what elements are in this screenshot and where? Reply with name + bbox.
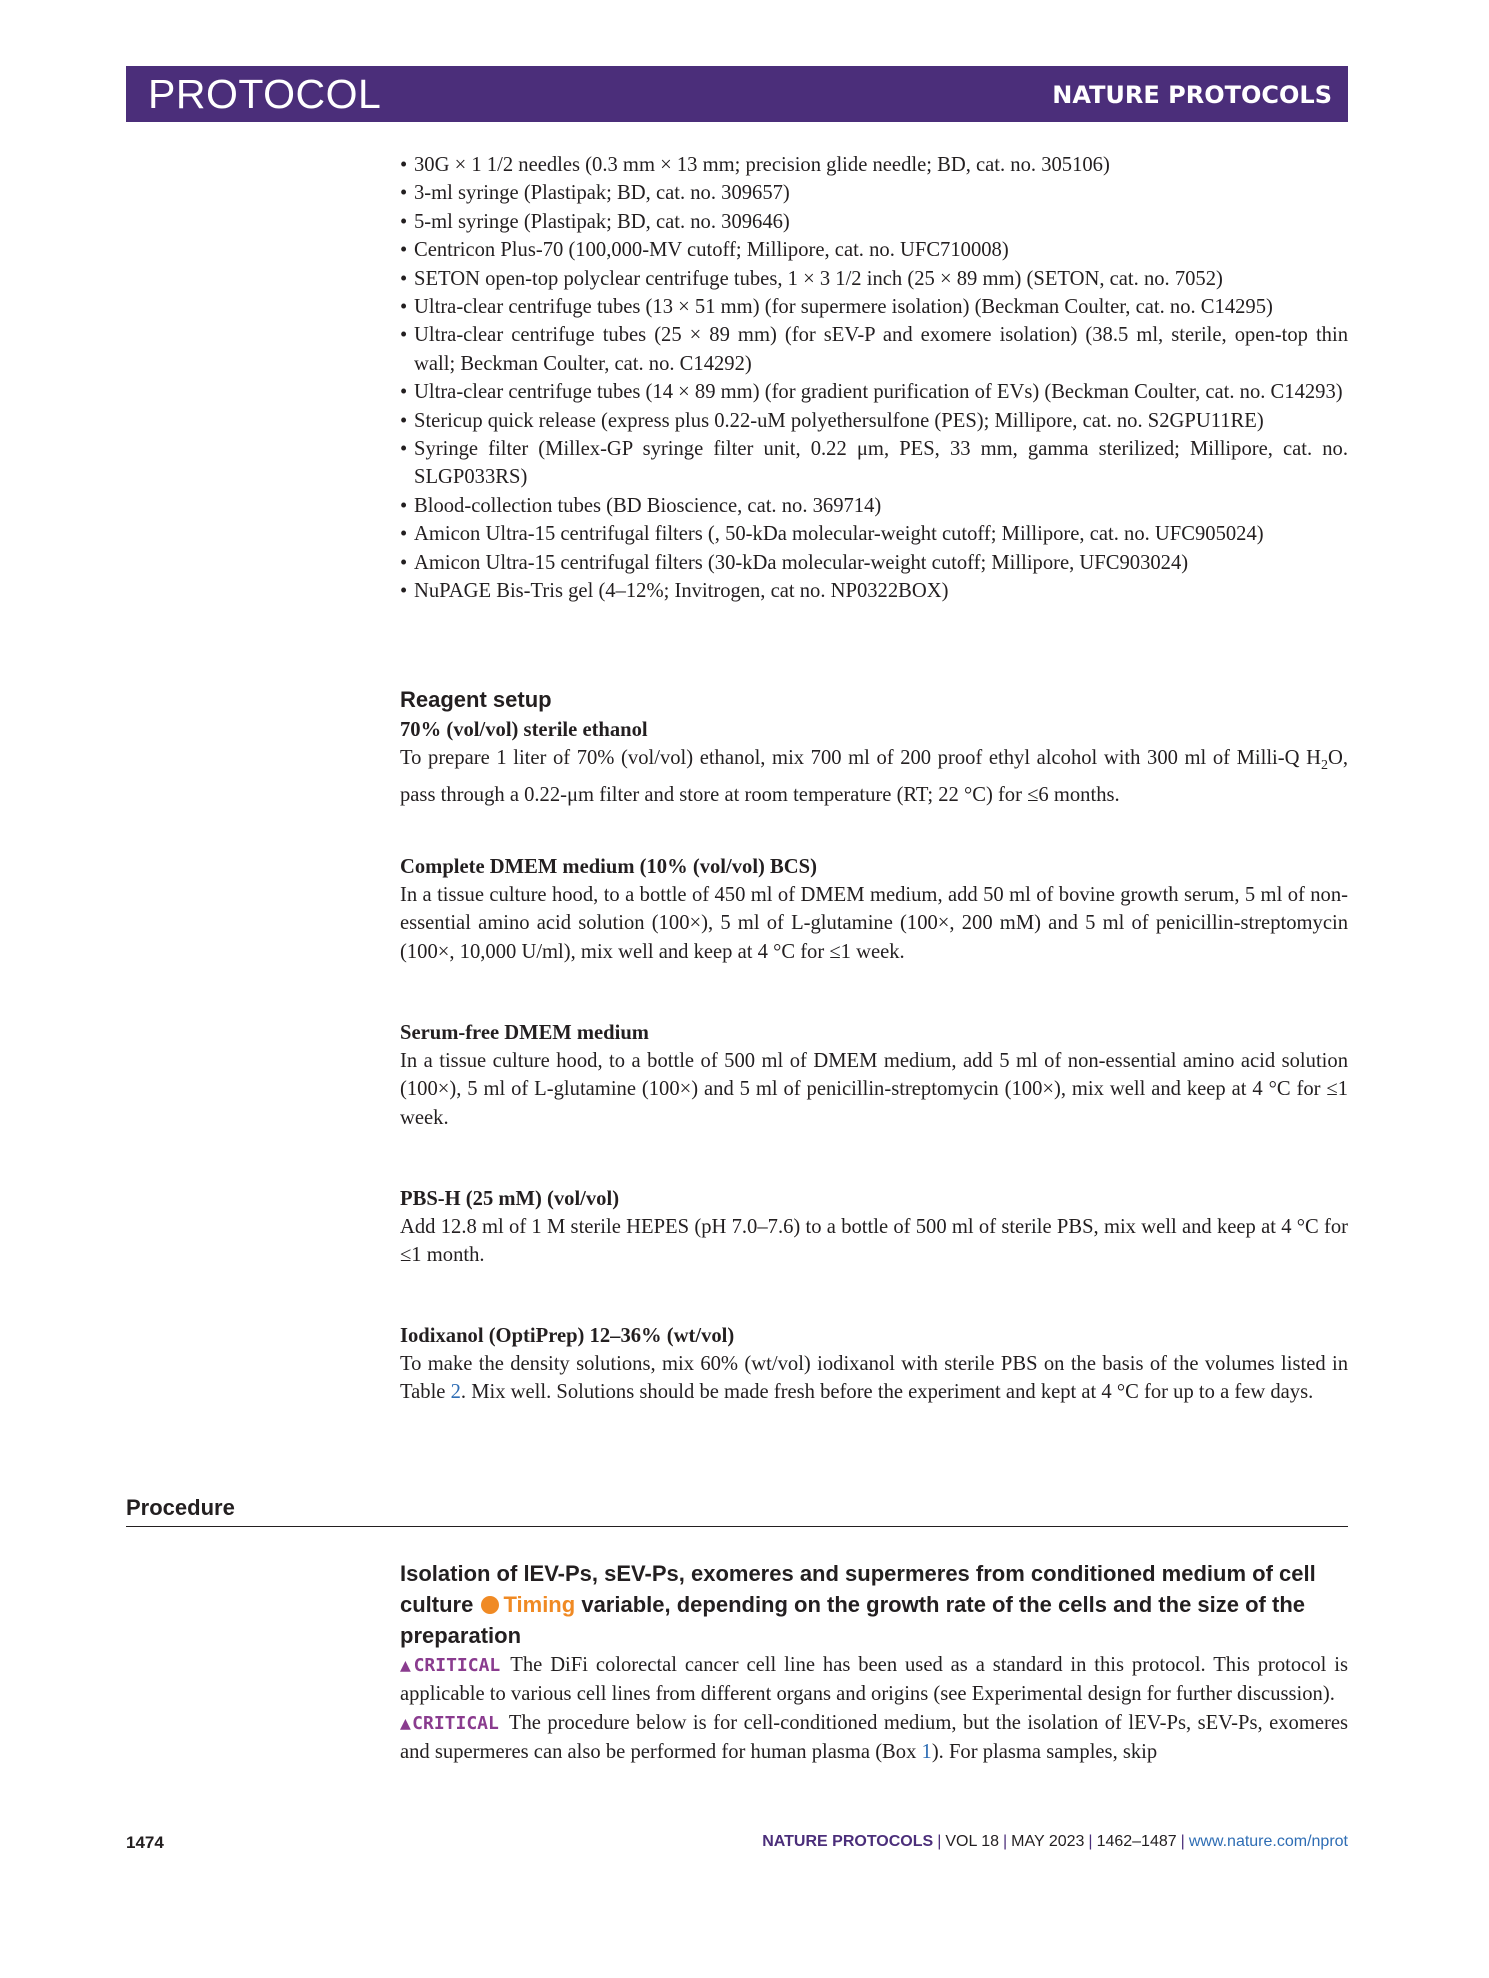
critical-note: ▲CRITICAL The procedure below is for cell-conditioned medium, but the isolation of lEV-Ps, sEV-Ps, exomeres and supermeres can also be performed for human plasma (Box 1). For plasma samples, skip <box>400 1711 1348 1764</box>
reagent-ethanol <box>400 716 1348 809</box>
procedure-step <box>400 1558 1348 1767</box>
subsection-title: PBS-H (25 mM) (vol/vol) <box>400 1188 620 1210</box>
subscript: 2 <box>1320 758 1328 774</box>
bullet: • <box>400 154 408 176</box>
bullet: • <box>400 239 408 262</box>
box-link[interactable]: 1 <box>921 1741 932 1764</box>
critical-label: ▲CRITICAL <box>400 1712 499 1734</box>
bullet: • <box>400 324 408 347</box>
bullet: • <box>400 580 408 603</box>
reagent-dmem-complete <box>400 853 1348 966</box>
separator: | <box>1003 1833 1008 1850</box>
list-item: • Blood-collection tubes (BD Bioscience, cat. no. 369714) <box>400 492 1348 520</box>
reagent-pbs-h <box>400 1185 1348 1270</box>
bullet: • <box>400 438 408 461</box>
footer-volume: VOL 18 <box>945 1833 1000 1850</box>
bullet: • <box>400 381 408 404</box>
list-item: • Ultra-clear centrifuge tubes (25 × 89 mm) (for sEV-P and exomere isolation) (38.5 ml, sterile, open-top thin wall; Beckman Coulter, cat. no. C14292) <box>400 321 1348 378</box>
separator: | <box>1180 1833 1185 1850</box>
bullet: • <box>400 210 408 233</box>
paragraph: In a tissue culture hood, to a bottle of 500 ml of DMEM medium, add 5 ml of non-essential amino acid solution (100×), 5 ml of L-glutamine (100×) and 5 ml of penicillin-streptomycin (100×), mix well and keep at 4 °C for ≤1 week. <box>400 1050 1348 1129</box>
paragraph: Add 12.8 ml of 1 M sterile HEPES (pH 7.0–7.6) to a bottle of 500 ml of sterile PBS, mix well and keep at 4 °C for ≤1 month. <box>400 1216 1348 1267</box>
timing-dot-icon <box>481 1596 499 1614</box>
paragraph: In a tissue culture hood, to a bottle of 450 ml of DMEM medium, add 50 ml of bovine growth serum, 5 ml of non-essential amino acid solution (100×), 5 ml of L-glutamine (100×, 200 mM) and 5 ml of penicillin-streptomycin (100×, 10,000 U/ml), mix well and keep at 4 °C for ≤1 week. <box>400 884 1348 963</box>
critical-label: ▲CRITICAL <box>400 1655 501 1676</box>
page-number: 1474 <box>126 1833 164 1852</box>
paragraph: To prepare 1 liter of 70% (vol/vol) ethanol, mix 700 ml of 200 proof ethyl alcohol with 300 ml of Milli-Q $H_2O$, pass through a 0.22-μm filter and store at room temperature (RT; 22 °C) for ≤6 months. <box>400 747 1348 806</box>
list-item: • NuPAGE Bis-Tris gel (4–12%; Invitrogen, cat no. NP0322BOX) <box>400 577 1348 605</box>
bullet: • <box>400 182 408 205</box>
critical-note: ▲CRITICAL The DiFi colorectal cancer cell line has been used as a standard in this protocol. This protocol is applicable to various cell lines from different organs and origins (see Experimental design for further discussion). <box>400 1654 1348 1706</box>
separator: | <box>937 1833 942 1850</box>
page-header <box>126 66 1348 122</box>
reagent-dmem-serum-free <box>400 1019 1348 1132</box>
subsection-title: 70% (vol/vol) sterile ethanol <box>400 719 648 741</box>
timing-label: Timing <box>503 1592 576 1617</box>
subsection-title: Complete DMEM medium (10% (vol/vol) BCS) <box>400 856 817 878</box>
list-item: • 3-ml syringe (Plastipak; BD, cat. no. 309657) <box>400 179 1348 207</box>
bullet: • <box>400 409 408 432</box>
list-item: • Ultra-clear centrifuge tubes (14 × 89 mm) (for gradient purification of EVs) (Beckman Coulter, cat. no. C14293) <box>400 378 1348 406</box>
bullet: • <box>400 296 408 319</box>
reagent-iodixanol <box>400 1322 1348 1407</box>
list-item: • Centricon Plus-70 (100,000-MV cutoff; Millipore, cat. no. UFC710008) <box>400 236 1348 264</box>
list-item: • Amicon Ultra-15 centrifugal filters (, 50-kDa molecular-weight cutoff; Millipore, cat. no. UFC905024) <box>400 520 1348 548</box>
materials-list <box>400 151 1348 606</box>
separator: | <box>1088 1833 1093 1850</box>
journal-name: NATURE PROTOCOLS <box>1052 81 1332 109</box>
step-title: Isolation of lEV-Ps, sEV-Ps, exomeres and supermeres from conditioned medium of cell culture Timing variable, depending on the growth rate of the cells and the size of the preparation <box>400 1561 1316 1648</box>
reagent-setup-heading <box>400 686 1348 714</box>
footer-url[interactable]: www.nature.com/nprot <box>1188 1833 1348 1850</box>
procedure-heading: Procedure <box>126 1494 1348 1527</box>
list-item: • 5-ml syringe (Plastipak; BD, cat. no. 309646) <box>400 208 1348 236</box>
list-item: • 30G × 1 1/2 needles (0.3 mm × 13 mm; precision glide needle; BD, cat. no. 305106) <box>400 151 1348 179</box>
list-item: • Syringe filter (Millex-GP syringe filter unit, 0.22 μm, PES, 33 mm, gamma sterilized; Millipore, cat. no. SLGP033RS) <box>400 435 1348 492</box>
bullet: • <box>400 551 408 574</box>
footer-pages: 1462–1487 <box>1096 1833 1177 1850</box>
bullet: • <box>400 523 408 546</box>
bullet: • <box>400 494 408 517</box>
subsection-title: Iodixanol (OptiPrep) 12–36% (wt/vol) <box>400 1325 735 1347</box>
list-item: • Stericup quick release (express plus 0.22-uM polyethersulfone (PES); Millipore, cat. no. S2GPU11RE) <box>400 407 1348 435</box>
list-item: • Amicon Ultra-15 centrifugal filters (30-kDa molecular-weight cutoff; Millipore, UFC903024) <box>400 549 1348 577</box>
table-link[interactable]: 2 <box>450 1381 461 1404</box>
subsection-title: Serum-free DMEM medium <box>400 1022 649 1044</box>
list-item: • SETON open-top polyclear centrifuge tubes, 1 × 3 1/2 inch (25 × 89 mm) (SETON, cat. no. 7052) <box>400 265 1348 293</box>
footer-date: MAY 2023 <box>1011 1833 1085 1850</box>
section-title: Reagent setup <box>400 687 552 712</box>
footer-journal: NATURE PROTOCOLS <box>762 1833 934 1850</box>
footer-citation <box>762 1833 1348 1851</box>
list-item: • Ultra-clear centrifuge tubes (13 × 51 mm) (for supermere isolation) (Beckman Coulter, cat. no. C14295) <box>400 293 1348 321</box>
bullet: • <box>400 267 408 290</box>
paragraph: To make the density solutions, mix 60% (wt/vol) iodixanol with sterile PBS on the basis of the volumes listed in Table 2. Mix well. Solutions should be made fresh before the experiment and kept at 4 °C for up to a few days. <box>400 1353 1348 1404</box>
article-type-label: PROTOCOL <box>148 71 382 117</box>
